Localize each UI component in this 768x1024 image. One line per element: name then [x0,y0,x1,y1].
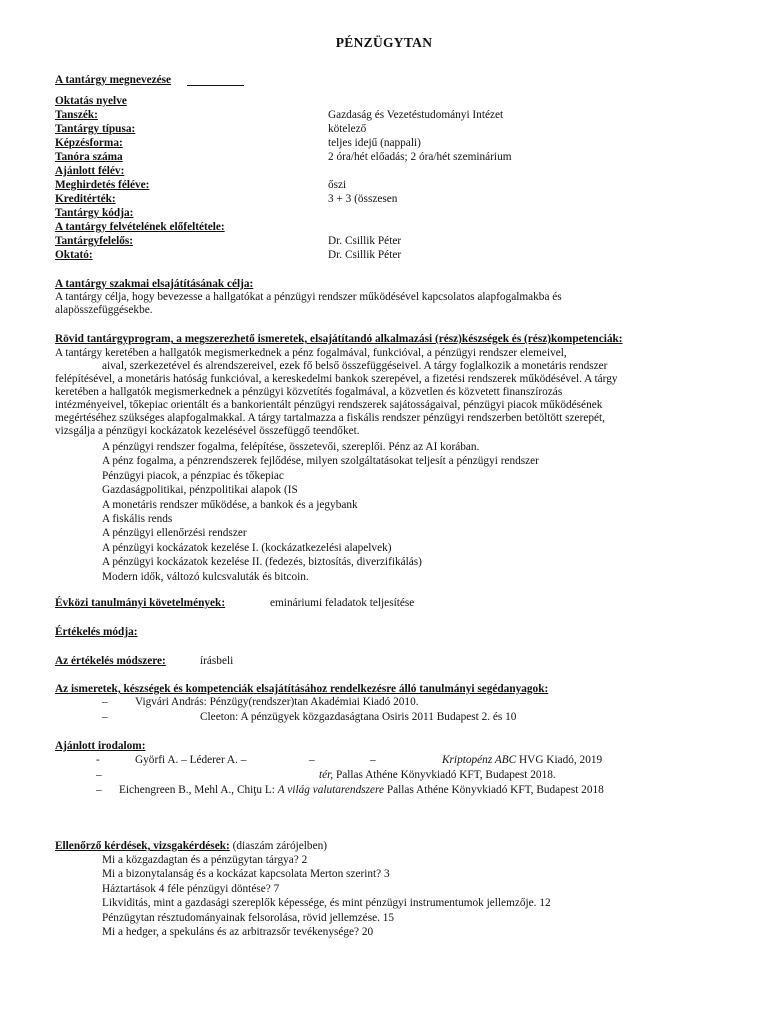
topic-item: Modern idők, változó kulcsvaluták és bitcoin. [102,570,309,583]
program-line: A tantárgy keretében a hallgatók megismerkednek a pénz fogalmával, funkcióval, a pénzügyi rendszer elemeivel, [55,347,567,359]
goal-heading: A tantárgy szakmai elsajátításának célja: [55,278,254,290]
announce-label: Meghirdetés féléve: [55,179,150,191]
program-line: felépítésével, a monetáris hatóság funkcióval, a kereskedelmi bankok szerepével, a fizetési rendszerek működésével. A tárgy [55,373,618,385]
question-item: Likviditás, mint a gazdasági szereplők képessége, és mint pénzügyi instrumentumok jellemzője. 12 [102,897,551,910]
literature-publisher: HVG Kiadó, 2019 [516,754,603,766]
semester-label: Ajánlott félév: [55,165,125,177]
topic-item: A fiskális rends [102,513,173,526]
literature-title: A világ valutarendszere [277,784,385,796]
evaluation-label: Értékelés módja: [55,626,138,638]
training-label: Képzésforma: [55,137,123,149]
program-line: aival, szerkezetével és alrendszereivel, ezek fő belső összefüggéseivel. A tárgy foglalkozik a monetáris rendszer [102,360,608,372]
program-heading: Rövid tantárgyprogram, a megszerezhető ismeretek, elsajátítandó alkalmazási (rész)készségek és (rész)kompetenciák: [55,333,623,345]
topic-list [102,440,539,584]
material-item: Cleeton: A pénzügyek közgazdaságtana Osiris 2011 Budapest 2. és 10 [200,711,517,723]
credit-value: 3 + 3 (összesen [328,193,398,205]
questions-note: (diaszám zárójelben) [229,840,327,852]
question-item: Pénzügytan résztudományainak felsorolása, rövid jellemzése. 15 [102,911,395,924]
requirements-value: emináriumi feladatok teljesítése [270,597,415,609]
teacher-value: Dr. Csillik Péter [328,249,402,261]
material-item: Vigvári András: Pénzügy(rendszer)tan Akadémiai Kiadó 2010. [135,696,419,708]
question-list [102,853,551,939]
goal-line: alapösszefüggésekbe. [55,304,153,316]
dash-bullet: – [102,696,108,708]
question-item: Háztartások 4 féle pénzügyi döntése? 7 [102,882,280,895]
literature-author: Györfi A. – Léderer A. – [135,754,247,766]
method-label: Az értékelés módszere: [55,655,166,667]
owner-value: Dr. Csillik Péter [328,235,402,247]
requirements-label: Évközi tanulmányi követelmények: [55,597,226,609]
language-label: Oktatás nyelve [55,95,127,107]
teacher-label: Oktató: [55,249,93,261]
questions-heading-row [55,840,327,853]
goal-line: A tantárgy célja, hogy bevezesse a hallgatókat a pénzügyi rendszer működésével kapcsolatos alapfogalmakba és [55,291,562,303]
dash-bullet: – [309,754,315,766]
literature-publisher: Pallas Athéne Könyvkiadó KFT, Budapest 2018. [333,769,556,781]
literature-entry [442,754,602,767]
topic-item: A monetáris rendszer működése, a bankok és a jegybank [102,498,358,511]
owner-label: Tantárgyfelelős: [55,235,134,247]
dash-bullet: - [96,754,100,766]
question-item: Mi a hedger, a spekuláns és az arbitrazsőr tevékenysége? 20 [102,926,374,939]
hours-label: Tanóra száma [55,151,123,163]
page-title: PÉNZÜGYTAN [335,35,433,50]
course-name-underline [187,85,244,86]
dept-value: Gazdaság és Vezetéstudományi Intézet [328,109,504,121]
prereq-label: A tantárgy felvételének előfeltétele: [55,221,225,233]
topic-item: Pénzügyi piacok, a pénzpiac és tőkepiac [102,469,284,482]
announce-value: őszi [328,179,347,191]
dash-bullet: – [102,711,108,723]
course-name-label: A tantárgy megnevezése [55,74,172,86]
question-item: Mi a közgazdagtan és a pénzügytan tárgya? 2 [102,854,308,866]
hours-value: 2 óra/hét előadás; 2 óra/hét szeminárium [328,151,512,163]
method-value: írásbeli [200,655,234,667]
code-label: Tantárgy kódja: [55,207,134,219]
program-line: intézményeivel, tőkepiac orientált és a bankorientált pénzügyi rendszerek sajátosságaival, pénzügyi piacok működésének [55,399,603,411]
type-label: Tantárgy típusa: [55,123,136,135]
dash-bullet: – [96,769,102,781]
literature-publisher: Pallas Athéne Könyvkiadó KFT, Budapest 2018 [384,784,604,796]
topic-item: Gazdaságpolitikai, pénzpolitikai alapok (IS [102,484,298,497]
credit-label: Kreditérték: [55,193,116,205]
topic-item: A pénz fogalma, a pénzrendszerek fejlődése, milyen szolgáltatásokat teljesít a pénzügyi rendszer [102,455,539,468]
topic-item: A pénzügyi kockázatok kezelése I. (kockázatkezelési alapelvek) [102,541,392,554]
literature-entry [319,769,556,782]
materials-heading: Az ismeretek, készségek és kompetenciák elsajátításához rendelkezésre álló tanulmányi segédanyagok: [55,683,549,695]
questions-heading: Ellenőrző kérdések, vizsgakérdések: [55,840,230,852]
topic-item: A pénzügyi kockázatok kezelése II. (fedezés, biztosítás, diverzifikálás) [102,556,422,569]
dash-bullet: – [96,784,102,796]
program-line: keretében a hallgatók megismerkednek a pénzügyi közvetítés fogalmával, a közvetlen és közvetett finanszírozás [55,386,563,398]
literature-title: tér, [319,769,334,781]
topic-item: A pénzügyi rendszer fogalma, felépítése, összetevői, szereplői. Pénz az AI korában. [102,441,480,453]
training-value: teljes idejű (nappali) [328,137,421,149]
program-line: megértéséhez szükséges alapfogalmakkal. A tárgy tartalmazza a fiskális rendszer pénzügyi rendszerben betöltött szerepét, [55,412,605,424]
literature-heading: Ajánlott irodalom: [55,740,146,752]
dash-bullet: – [370,754,376,766]
program-line: vizsgálja a pénzügyi kockázatok kezelésével összefüggő teendőket. [55,425,360,437]
literature-author: Eichengreen B., Mehl A., Chiţu L: [119,784,278,796]
literature-title: Kriptopénz ABC [442,754,517,766]
dept-label: Tanszék: [55,109,98,121]
literature-entry [119,784,604,797]
question-item: Mi a bizonytalanság és a kockázat kapcsolata Merton szerint? 3 [102,868,390,881]
topic-item: A pénzügyi ellenőrzési rendszer [102,527,247,540]
type-value: kötelező [328,123,367,135]
